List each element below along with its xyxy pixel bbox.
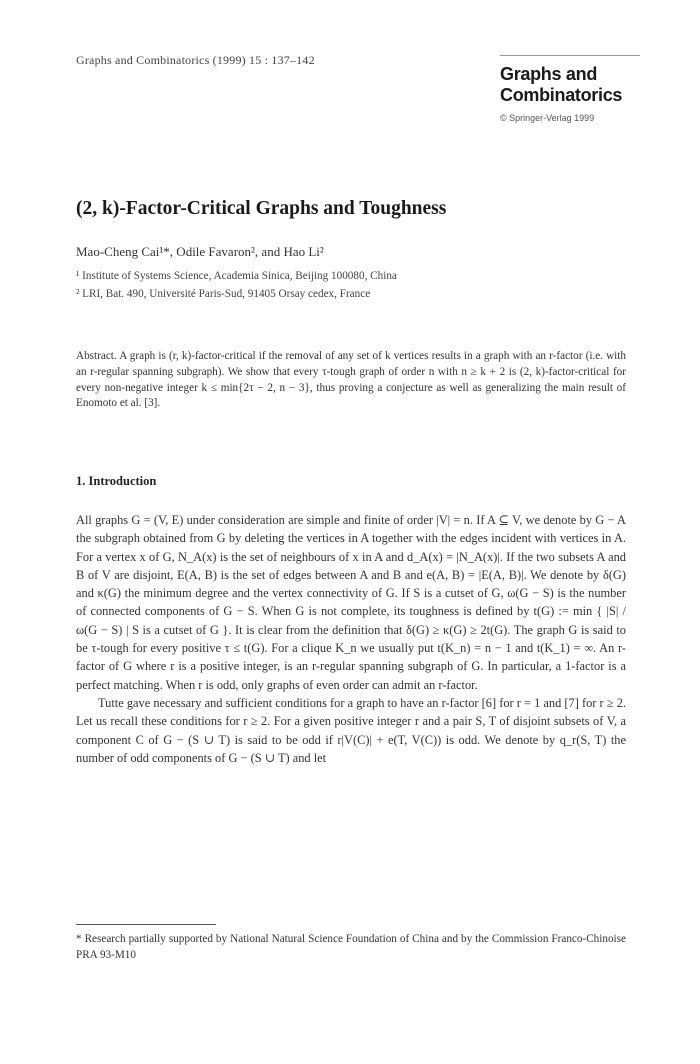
paragraph-1: All graphs G = (V, E) under consideration are simple and finite of order |V| = n. If A ⊆ V, we denote by G − A the subgraph obtained from G by deleting the vertices in A together with the edges incident with vertices in A. For a vertex x of G, N_A(x) is the set of neighbours of x in A and d_A(x) = |N_A(x)|. If the two subsets A and B of V are disjoint, E(A, B) is the set of edges between A and B and e(A, B) = |E(A, B)|. We denote by δ(G) and κ(G) the minimum degree and the vertex connectivity of G. If S is a cutset of G, ω(G − S) is the number of connected components of G − S. When G is not complete, its toughness is defined by t(G) := min { |S| / ω(G − S) | S is a cutset of G }. It is clear from the definition that δ(G) ≥ κ(G) ≥ 2t(G). The graph G is said to be τ-tough for every positive τ ≤ t(G). For a clique K_n we usually put t(K_n) = n − 1 and t(K_1) = ∞. An r-factor of G where r is a positive integer, is an r-regular spanning subgraph of G. In particular, a 1-factor is a perfect matching. When r is odd, only graphs of even order can admit an r-factor.	[76, 513, 626, 692]
abstract: Abstract. A graph is (r, k)-factor-critical if the removal of any set of k vertices results in a graph with an r-factor (i.e. with an r-regular spanning subgraph). We show that every τ-tough graph of order n with n ≥ k + 2 is (2, k)-factor-critical for every non-negative integer k ≤ min{2τ − 2, n − 3}, thus proving a conjecture as well as generalizing the main result of Enomoto et al. [3].	[76, 350, 626, 410]
footnote-rule	[76, 924, 216, 925]
footnote: * Research partially supported by National Natural Science Foundation of China and by the Commission Franco-Chinoise PRA 93-M10	[76, 933, 626, 961]
paper-title: (2, k)-Factor-Critical Graphs and Toughness	[76, 198, 447, 219]
author-list: Mao-Cheng Cai¹*, Odile Favaron², and Hao Li²	[76, 244, 324, 259]
journal-copyright: © Springer-Verlag 1999	[500, 113, 595, 123]
paragraph-2: Tutte gave necessary and sufficient conditions for a graph to have an r-factor [6] for r = 1 and [7] for r ≥ 2. Let us recall these conditions for r ≥ 2. For a given positive integer r and a pair S, T of disjoint subsets of V, a component C of G − (S ∪ T) is said to be odd if r|V(C)| + e(T, V(C)) is odd. We denote by q_r(S, T) the number of odd components of G − (S ∪ T) and let	[76, 695, 626, 765]
body-text	[76, 511, 626, 767]
running-header: Graphs and Combinatorics (1999) 15 : 137–142	[76, 53, 315, 67]
journal-rule	[500, 55, 640, 56]
affiliation-2: ² LRI, Bat. 490, Université Paris-Sud, 91405 Orsay cedex, France	[76, 288, 371, 300]
section-heading: 1. Introduction	[76, 474, 157, 488]
journal-logo-block	[500, 55, 640, 123]
affiliation-1: ¹ Institute of Systems Science, Academia Sinica, Beijing 100080, China	[76, 270, 397, 282]
journal-name: Graphs and Combinatorics	[500, 64, 623, 105]
